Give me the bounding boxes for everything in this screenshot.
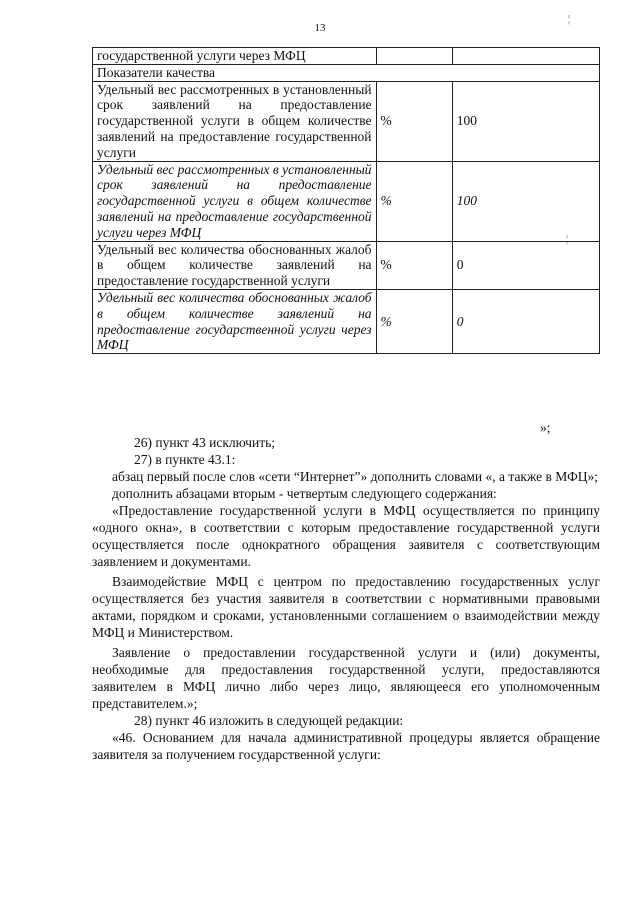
paragraph: Заявление о предоставлении государственной услуги и (или) документы, необходимые для предоставления государственной услуги, предоставляются заявителем в МФЦ лично либо через лицо, являющееся его уполномоченным представителем.»; <box>92 645 600 711</box>
paragraph: 26) пункт 43 исключить; <box>134 435 276 450</box>
table-cell-c3: 100 <box>452 161 599 241</box>
table-cell-c1: Удельный вес количества обоснованных жалоб в общем количестве заявлений на предоставление государственной услуги <box>93 241 377 289</box>
table-cell-c3: 100 <box>452 81 599 161</box>
table-cell-c1: Удельный вес рассмотренных в установленный срок заявлений на предоставление государственной услуги в общем количестве заявлений на предоставление государственной услуги через МФЦ <box>93 161 377 241</box>
paragraph: абзац первый после слов «сети “Интернет”» дополнить словами «, а также в МФЦ»; <box>112 469 598 484</box>
page-number: 13 <box>314 22 326 34</box>
paragraph: 27) в пункте 43.1: <box>134 452 236 467</box>
paragraph: дополнить абзацами вторым - четвертым следующего содержания: <box>112 486 497 501</box>
table-cell-c2: % <box>376 161 452 241</box>
scan-mark: ¦ <box>566 234 569 245</box>
table-cell-c2: % <box>376 289 452 353</box>
table-cell-c2 <box>376 48 452 65</box>
table-section-header: Показатели качества <box>93 64 600 81</box>
table-cell-c3 <box>452 48 599 65</box>
table-cell-c2: % <box>376 241 452 289</box>
table-row <box>93 81 600 161</box>
table-cell-c1: Удельный вес рассмотренных в установленный срок заявлений на предоставление государственной услуги в общем количестве заявлений на предоставление государственной услуги <box>93 81 377 161</box>
closing-quote: »; <box>540 420 551 435</box>
quality-indicators-table <box>92 47 600 354</box>
table-cell-c3: 0 <box>452 241 599 289</box>
table-row <box>93 64 600 81</box>
paragraph: «46. Основанием для начала административной процедуры является обращение заявителя за получением государственной услуги: <box>92 730 600 762</box>
scan-mark: ¦ <box>568 14 571 25</box>
paragraph: «Предоставление государственной услуги в МФЦ осуществляется по принципу «одного окна», в соответствии с которым предоставление государственной услуги осуществляется после однократного обращения заявителя с соответствующим заявлением и документами. <box>92 503 600 569</box>
table-row <box>93 161 600 241</box>
table-row <box>93 241 600 289</box>
paragraph: 28) пункт 46 изложить в следующей редакции: <box>134 713 404 728</box>
amendment-text <box>92 434 600 763</box>
table-cell-c1: государственной услуги через МФЦ <box>93 48 377 65</box>
table-cell-c3: 0 <box>452 289 599 353</box>
table-row <box>93 48 600 65</box>
paragraph: Взаимодействие МФЦ с центром по предоставлению государственных услуг осуществляется без участия заявителя в соответствии с нормативными правовыми актами, порядком и сроками, установленными соглашением о взаимодействии между МФЦ и Министерством. <box>92 574 600 640</box>
table-cell-c1: Удельный вес количества обоснованных жалоб в общем количестве заявлений на предоставление государственной услуги через МФЦ <box>93 289 377 353</box>
table-row <box>93 289 600 353</box>
table-cell-c2: % <box>376 81 452 161</box>
